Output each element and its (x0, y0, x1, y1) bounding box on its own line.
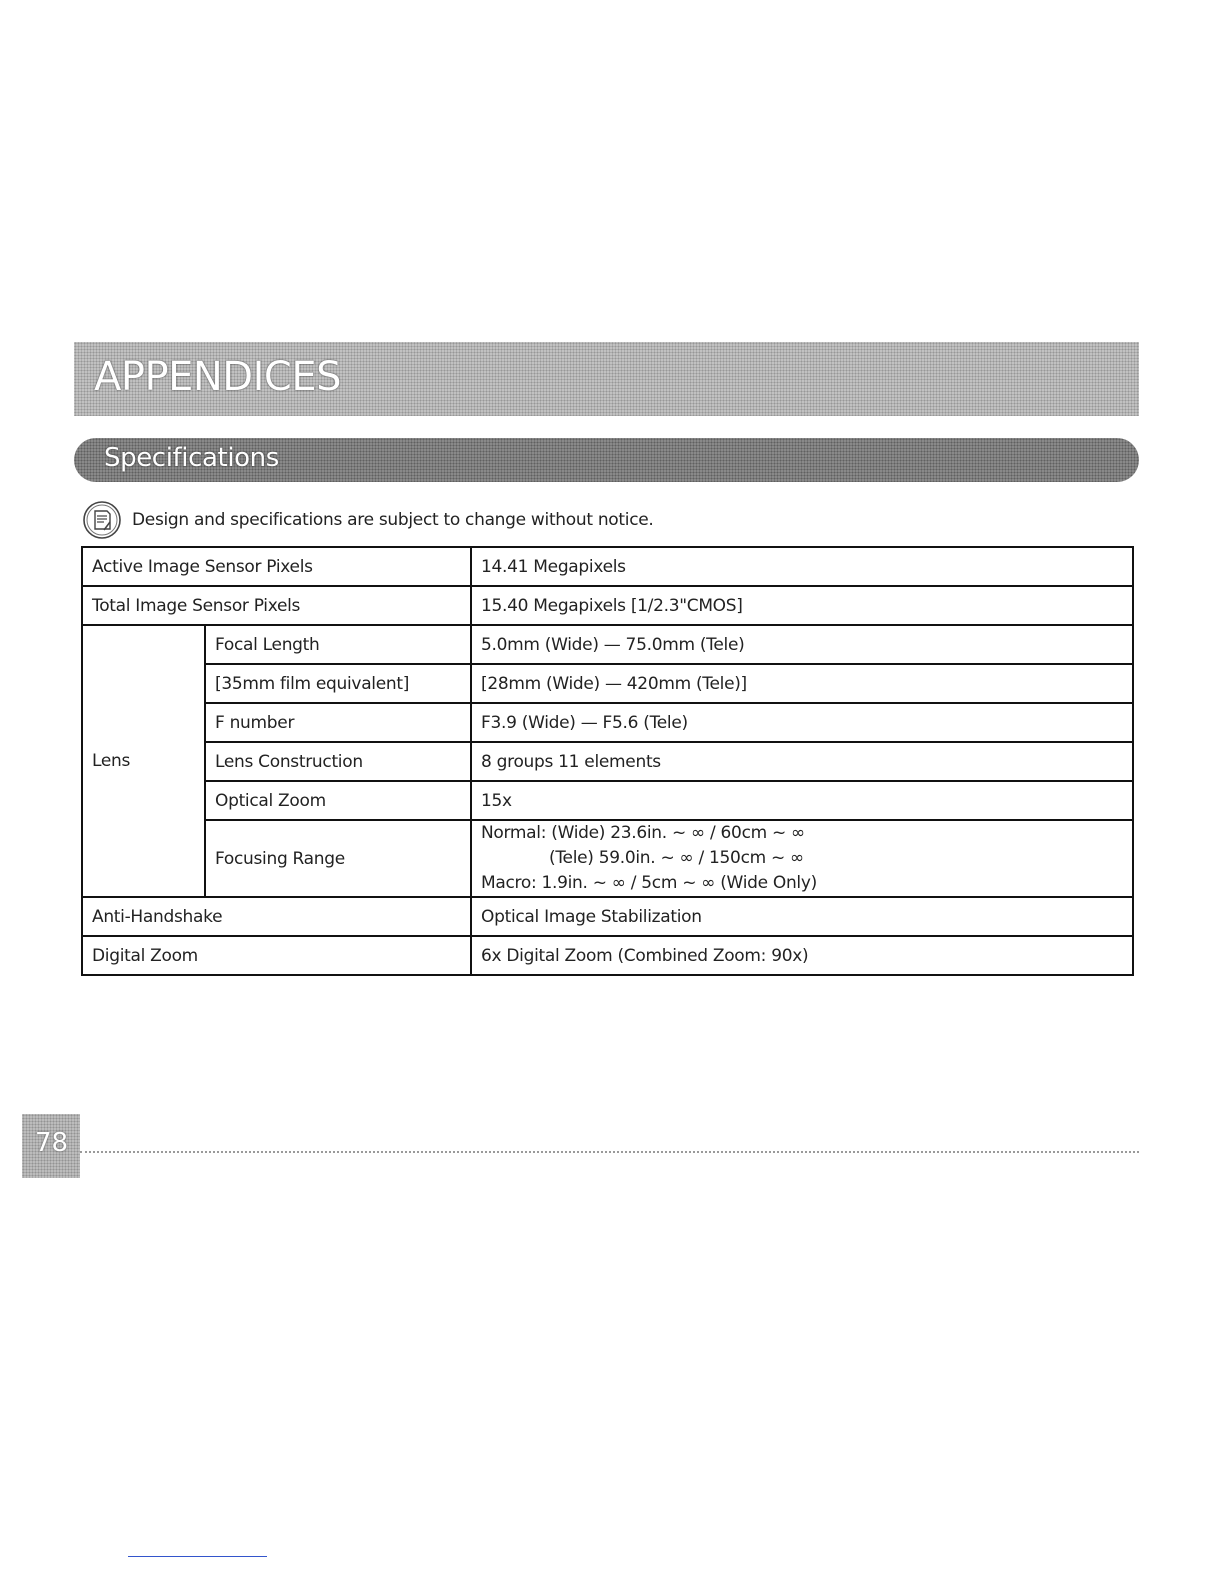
focusing-normal-wide: Normal: (Wide) 23.6in. ~ ∞ / 60cm ~ ∞ (481, 823, 805, 843)
notice (82, 502, 654, 538)
specifications-table (81, 546, 1134, 976)
focusing-macro: Macro: 1.9in. ~ ∞ / 5cm ~ ∞ (Wide Only) (481, 873, 817, 893)
spec-label: [35mm film equivalent] (205, 664, 471, 703)
table-row (82, 897, 1133, 936)
subsection-title: Specifications (104, 443, 279, 473)
table-row (82, 781, 1133, 820)
spec-label: Focal Length (205, 625, 471, 664)
footer-divider (80, 1151, 1139, 1153)
spec-value: F3.9 (Wide) — F5.6 (Tele) (471, 703, 1133, 742)
focusing-normal-tele: (Tele) 59.0in. ~ ∞ / 150cm ~ ∞ (549, 848, 804, 868)
spec-value: 15x (471, 781, 1133, 820)
page-number: 78 (35, 1128, 69, 1158)
table-row (82, 664, 1133, 703)
notice-text: Design and specifications are subject to change without notice. (132, 510, 654, 530)
page-number-box (22, 1114, 80, 1178)
spec-value: [28mm (Wide) — 420mm (Tele)] (471, 664, 1133, 703)
table-row (82, 742, 1133, 781)
spec-value: 15.40 Megapixels [1/2.3"CMOS] (471, 586, 1133, 625)
spec-value: 14.41 Megapixels (471, 547, 1133, 586)
table-row (82, 703, 1133, 742)
spec-label: Anti-Handshake (82, 897, 471, 936)
spec-value: 6x Digital Zoom (Combined Zoom: 90x) (471, 936, 1133, 975)
spec-label: Active Image Sensor Pixels (82, 547, 471, 586)
note-icon (82, 500, 122, 540)
spec-label: Lens Construction (205, 742, 471, 781)
table-row (82, 820, 1133, 897)
spec-label: Digital Zoom (82, 936, 471, 975)
spec-label: Focusing Range (205, 820, 471, 897)
table-row (82, 936, 1133, 975)
spec-value: Optical Image Stabilization (471, 897, 1133, 936)
spec-value: 8 groups 11 elements (471, 742, 1133, 781)
table-row (82, 586, 1133, 625)
bottom-rule (128, 1556, 267, 1557)
spec-label: Total Image Sensor Pixels (82, 586, 471, 625)
table-row (82, 625, 1133, 664)
spec-label: F number (205, 703, 471, 742)
section-banner (74, 342, 1139, 416)
spec-value-focusing (471, 820, 1133, 897)
lens-group-label: Lens (82, 625, 205, 897)
spec-value: 5.0mm (Wide) — 75.0mm (Tele) (471, 625, 1133, 664)
section-title: APPENDICES (94, 354, 341, 400)
subsection-banner (74, 438, 1139, 482)
table-row (82, 547, 1133, 586)
spec-label: Optical Zoom (205, 781, 471, 820)
